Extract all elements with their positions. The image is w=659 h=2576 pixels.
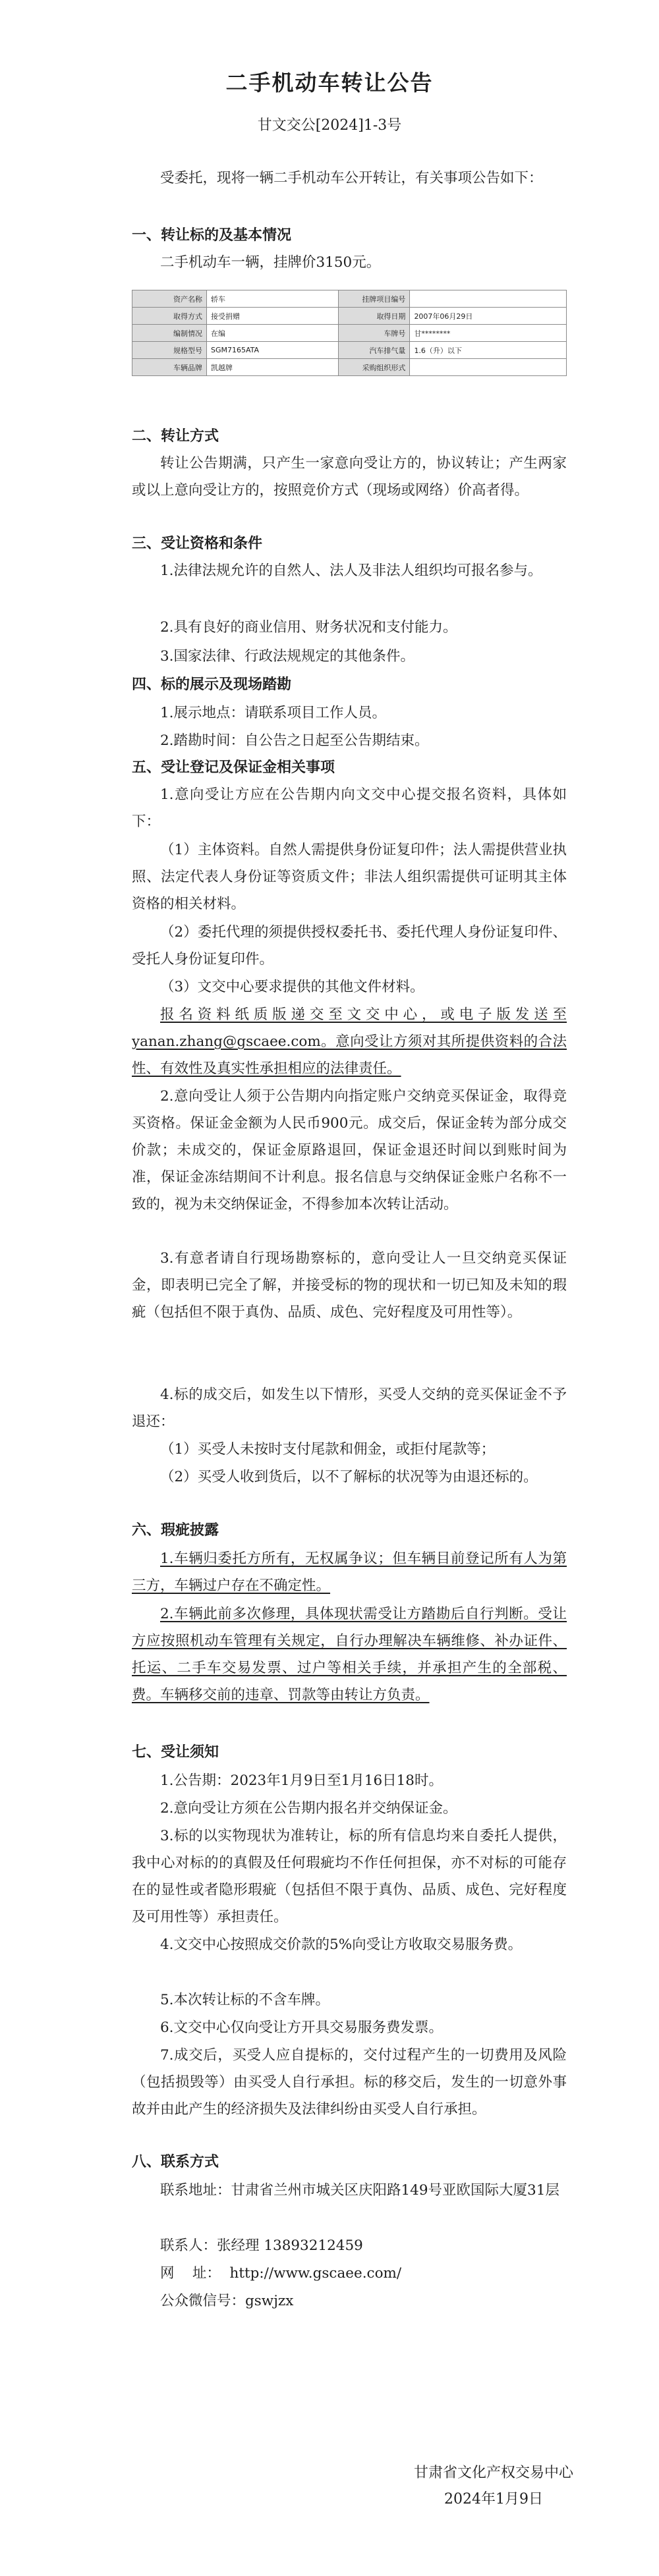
- section-5-heading: 五、受让登记及保证金相关事项: [132, 759, 335, 776]
- contact-wechat: 公众微信号：gswjzx: [160, 2293, 294, 2309]
- section-1-price: 二手机动车一辆，挂牌价3150元。: [160, 254, 381, 271]
- table-cell: 接受捐赠: [207, 308, 339, 325]
- section-6-item-1: 1.车辆归委托方所有，无权属争议；但车辆目前登记所有人为第三方，车辆过户存在不确定性。: [132, 1550, 567, 1594]
- table-cell: 1.6（升）以下: [410, 342, 567, 359]
- section-5-item-2: 2.意向受让人须于公告期内向指定账户交纳竞买保证金，取得竞买资格。保证金金额为人民币900元。成交后，保证金转为部分成交价款；未成交的，保证金原路退回，保证金退还时间以到账时间为准，保证金冻结期间不计利息。报名信息与交纳保证金账户名称不一致的，视为未交纳保证金，不得参加本次转让活动。: [132, 1088, 567, 1213]
- table-cell: 2007年06月29日: [410, 308, 567, 325]
- section-3-item-3: 3.国家法律、行政法规规定的其他条件。: [160, 648, 415, 665]
- table-cell: 在编: [207, 325, 339, 342]
- section-7-item-5: 5.本次转让标的不含车牌。: [160, 1992, 330, 2008]
- table-cell: 轿车: [207, 290, 339, 308]
- section-7-item-3: 3.标的以实物现状为准转让，标的所有信息均来自委托人提供，我中心对标的的真假及任何瑕疵均不作任何担保，亦不对标的可能存在的显性或者隐形瑕疵（包括但不限于真伪、品质、成色、完好程度及可用性等）承担责任。: [132, 1828, 567, 1925]
- section-5-forfeit-2: （2）买受人收到货后，以不了解标的状况等为由退还标的。: [160, 1469, 538, 1485]
- section-5-submission-note: 报名资料纸质版递交至文交中心，或电子版发送至yanan.zhang@gscaee.com。意向受让方须对其所提供资料的合法性、有效性及真实性承担相应的法律责任。: [132, 1006, 567, 1077]
- table-cell: 取得日期: [339, 308, 410, 325]
- table-row: [132, 342, 567, 359]
- section-4-heading: 四、标的展示及现场踏勘: [132, 676, 292, 693]
- section-7-heading: 七、受让须知: [132, 1743, 219, 1761]
- table-cell: [410, 290, 567, 308]
- signature-org: 甘肃省文化产权交易中心: [413, 2465, 573, 2481]
- section-3-item-2: 2.具有良好的商业信用、财务状况和支付能力。: [160, 619, 457, 636]
- section-2-text: 转让公告期满，只产生一家意向受让方的，协议转让；产生两家或以上意向受让方的，按照竞价方式（现场或网络）价高者得。: [132, 455, 567, 499]
- table-cell: 车辆品牌: [132, 359, 207, 376]
- table-cell: SGM7165ATA: [207, 342, 339, 359]
- section-1-heading: 一、转让标的及基本情况: [132, 227, 292, 244]
- section-3-item-1: 1.法律法规允许的自然人、法人及非法人组织均可报名参与。: [160, 562, 542, 579]
- table-cell: 挂牌项目编号: [339, 290, 410, 308]
- signature-block: [414, 2460, 573, 2513]
- document-number: 甘文交公[2024]1-3号: [257, 117, 402, 134]
- section-5-subitem-1: （1）主体资料。自然人需提供身份证复印件；法人需提供营业执照、法定代表人身份证等资质文件；非法人组织需提供可证明其主体资格的相关材料。: [132, 842, 567, 912]
- section-5-item-4: 4.标的成交后，如发生以下情形，买受人交纳的竞买保证金不予退还：: [132, 1386, 567, 1430]
- contact-person: 联系人：张经理 13893212459: [160, 2237, 363, 2254]
- table-row: [132, 359, 567, 376]
- table-cell: 采购组织形式: [339, 359, 410, 376]
- section-5-forfeit-1: （1）买受人未按时支付尾款和佣金，或拒付尾款等；: [160, 1441, 496, 1458]
- contact-website: 网 址： http://www.gscaee.com/: [160, 2265, 402, 2282]
- table-cell: 取得方式: [132, 308, 207, 325]
- section-5-item-3: 3.有意者请自行现场勘察标的，意向受让人一旦交纳竞买保证金，即表明已完全了解，并接受标的物的现状和一切已知及未知的瑕疵（包括但不限于真伪、品质、成色、完好程度及可用性等）。: [132, 1250, 567, 1321]
- section-5-subitem-2: （2）委托代理的须提供授权委托书、委托代理人身份证复印件、受托人身份证复印件。: [132, 924, 567, 968]
- section-6-item-2: 2.车辆此前多次修理，具体现状需受让方踏勘后自行判断。受让方应按照机动车管理有关规定，自行办理解决车辆维修、补办证件、托运、二手车交易发票、过户等相关手续，并承担产生的全部税、费。车辆移交前的违章、罚款等由转让方负责。: [132, 1606, 567, 1703]
- table-row: [132, 308, 567, 325]
- section-5-item-1: 1.意向受让方应在公告期内向文交中心提交报名资料，具体如下：: [132, 786, 567, 830]
- table-cell: [410, 359, 567, 376]
- section-7-item-4: 4.文交中心按照成交价款的5%向受让方收取交易服务费。: [160, 1936, 523, 1953]
- page-title: 二手机动车转让公告: [225, 70, 434, 96]
- section-4-item-2: 2.踏勘时间：自公告之日起至公告期结束。: [160, 732, 429, 749]
- section-7-item-2: 2.意向受让方须在公告期内报名并交纳保证金。: [160, 1800, 457, 1817]
- table-cell: 编制情况: [132, 325, 207, 342]
- section-7-item-6: 6.文交中心仅向受让方开具交易服务费发票。: [160, 2019, 444, 2036]
- intro-paragraph: 受委托，现将一辆二手机动车公开转让，有关事项公告如下：: [160, 170, 543, 186]
- asset-info-table: [132, 290, 567, 376]
- table-row: [132, 290, 567, 308]
- table-cell: 车牌号: [339, 325, 410, 342]
- signature-date: 2024年1月9日: [444, 2491, 543, 2507]
- section-2-heading: 二、转让方式: [132, 427, 219, 445]
- table-cell: 凯越牌: [207, 359, 339, 376]
- section-8-heading: 八、联系方式: [132, 2153, 219, 2170]
- table-cell: 甘********: [410, 325, 567, 342]
- table-row: [132, 325, 567, 342]
- table-cell: 规格型号: [132, 342, 207, 359]
- section-3-heading: 三、受让资格和条件: [132, 535, 263, 552]
- section-5-subitem-3: （3）文交中心要求提供的其他文件材料。: [160, 979, 424, 995]
- contact-address: 联系地址：甘肃省兰州市城关区庆阳路149号亚欧国际大厦31层: [160, 2182, 559, 2199]
- section-6-heading: 六、瑕疵披露: [132, 1521, 219, 1539]
- section-7-item-1: 1.公告期：2023年1月9日至1月16日18时。: [160, 1772, 443, 1789]
- section-4-item-1: 1.展示地点：请联系项目工作人员。: [160, 705, 387, 721]
- table-cell: 资产名称: [132, 290, 207, 308]
- section-7-item-7: 7.成交后，买受人应自提标的，交付过程产生的一切费用及风险（包括损毁等）由买受人自行承担。标的移交后，发生的一切意外事故并由此产生的经济损失及法律纠纷由买受人自行承担。: [132, 2047, 567, 2118]
- table-cell: 汽车排气量: [339, 342, 410, 359]
